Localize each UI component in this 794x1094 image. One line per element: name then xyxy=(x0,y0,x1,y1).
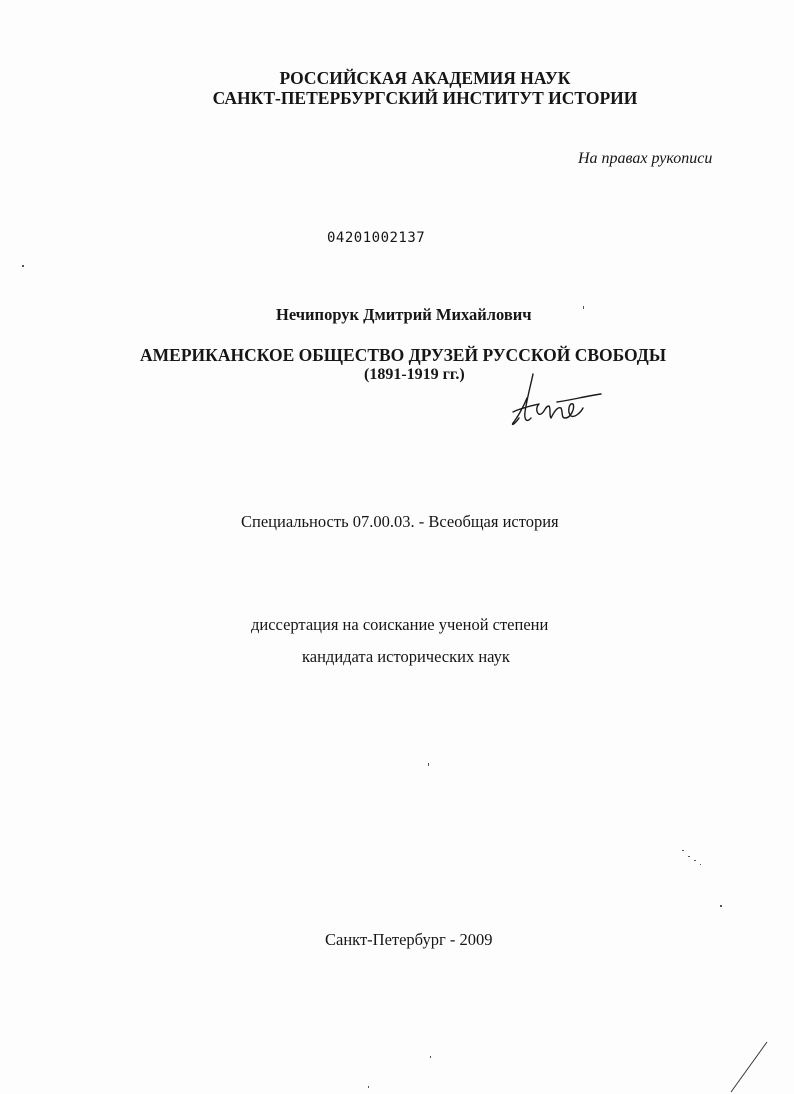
place-and-year: Санкт-Петербург - 2009 xyxy=(325,930,493,949)
handwritten-signature xyxy=(505,368,605,430)
scan-speck xyxy=(682,850,684,851)
pencil-stroke xyxy=(715,1040,775,1094)
dissertation-years: (1891-1919 гг.) xyxy=(364,366,465,383)
dissertation-title: АМЕРИКАНСКОЕ ОБЩЕСТВО ДРУЗЕЙ РУССКОЙ СВОБОДЫ xyxy=(140,345,667,365)
degree-line-2: кандидата исторических наук xyxy=(302,647,510,666)
institution-line-1: РОССИЙСКАЯ АКАДЕМИЯ НАУК xyxy=(279,68,571,88)
author-name: Нечипорук Дмитрий Михайлович xyxy=(276,305,532,324)
scan-speck xyxy=(720,905,722,907)
scan-speck xyxy=(428,763,429,766)
scan-speck xyxy=(583,306,584,309)
institution-line-2: САНКТ-ПЕТЕРБУРГСКИЙ ИНСТИТУТ ИСТОРИИ xyxy=(212,88,638,108)
scan-speck xyxy=(700,864,701,865)
manuscript-note: На правах рукописи xyxy=(578,150,713,167)
catalog-code: 04201002137 xyxy=(327,230,426,246)
scan-speck xyxy=(694,860,696,861)
scan-speck xyxy=(688,856,690,857)
scan-speck xyxy=(22,265,24,267)
scan-speck xyxy=(368,1086,369,1088)
degree-line-1: диссертация на соискание ученой степени xyxy=(251,615,549,634)
specialty-line: Специальность 07.00.03. - Всеобщая история xyxy=(241,512,559,531)
scan-speck xyxy=(430,1056,431,1058)
